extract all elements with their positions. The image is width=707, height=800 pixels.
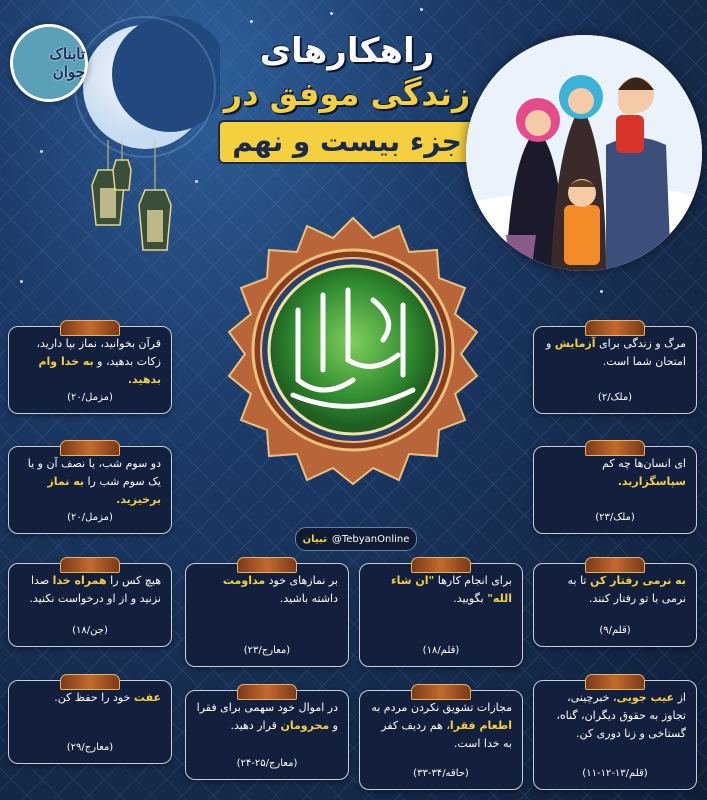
card-2 (8, 326, 172, 414)
card-5 (533, 563, 697, 647)
card-source: (ملک/۲۳) (595, 512, 635, 523)
title-line-1: راهکارهای (259, 31, 435, 71)
card-text: به نرمی رفتار کن تا به نرمی با تو رفتار کنند. (567, 574, 686, 605)
card-source: (قلم/۱۸) (422, 645, 460, 656)
page-title (217, 30, 477, 164)
card-source: (حاقه/۳۴-۳۳) (413, 768, 469, 779)
card-source: (قلم/۹) (599, 625, 631, 636)
card-10 (359, 690, 523, 790)
card-4 (8, 446, 172, 534)
card-text: بر نمازهای خود مداومت داشته باشید. (222, 574, 338, 605)
card-text: عفت خود را حفظ کن. (54, 691, 161, 704)
logo-text: تابناک جوان (49, 45, 85, 81)
card-3 (533, 446, 697, 534)
card-6 (359, 563, 523, 667)
handle-brand: تبیان (302, 533, 327, 545)
card-source: (مزمل/۲۰) (67, 512, 113, 523)
card-1 (533, 326, 697, 414)
card-7 (185, 563, 349, 667)
title-line-2: زندگی موفق در (223, 75, 471, 113)
social-handle (295, 527, 417, 551)
card-11 (185, 690, 349, 780)
card-text: قرآن بخوانید، نماز بپا دارید، زکات بدهید، و به خدا وام بدهید. (36, 337, 161, 386)
card-source: (معارج/۲۵-۲۴) (236, 758, 298, 769)
card-text: برای انجام کارها "ان شاء الله" بگویید. (390, 574, 512, 605)
card-source: (قلم/۱۳-۱۲-۱۱) (582, 768, 648, 779)
card-text: مجازات تشویق نکردن مردم به اطعام فقرا، هم ردیف کفر به خدا است. (371, 701, 512, 750)
card-text: در اموال خود سهمی برای فقرا و محرومان قرار دهید. (196, 701, 338, 732)
card-source: (جن/۱۸) (72, 625, 108, 636)
lanterns-icon (80, 140, 190, 270)
card-source: (معارج/۲۹) (66, 742, 114, 753)
card-text: از عیب جویی، خبرچینی، تجاوز به حقوق دیگران، گناه، گستاخی و زنا دوری کن. (556, 691, 686, 740)
handle-text: @TebyanOnline (331, 533, 410, 545)
site-logo (10, 24, 88, 102)
family-illustration (466, 35, 702, 271)
card-source: (معارج/۲۳) (243, 645, 291, 656)
card-8 (8, 563, 172, 647)
card-9 (533, 680, 697, 790)
card-text: دو سوم شب، یا نصف آن و یا یک سوم شب را به نماز برخیزید. (27, 457, 161, 506)
title-line-3: جزء بیست و نهم (218, 120, 476, 164)
card-source: (مزمل/۲۰) (67, 392, 113, 403)
card-text: هیچ کس را همراه خدا صدا نزنید و از او درخواست نکنید. (29, 574, 161, 605)
card-text: ای انسان‌ها چه کم سپاسگزارید. (602, 457, 686, 488)
card-text: مرگ و زندگی برای آزمایش و امتحان شما است. (545, 337, 686, 368)
card-source: (ملک/۲) (597, 392, 633, 403)
card-12 (8, 680, 172, 764)
quran-emblem-icon (218, 215, 488, 485)
